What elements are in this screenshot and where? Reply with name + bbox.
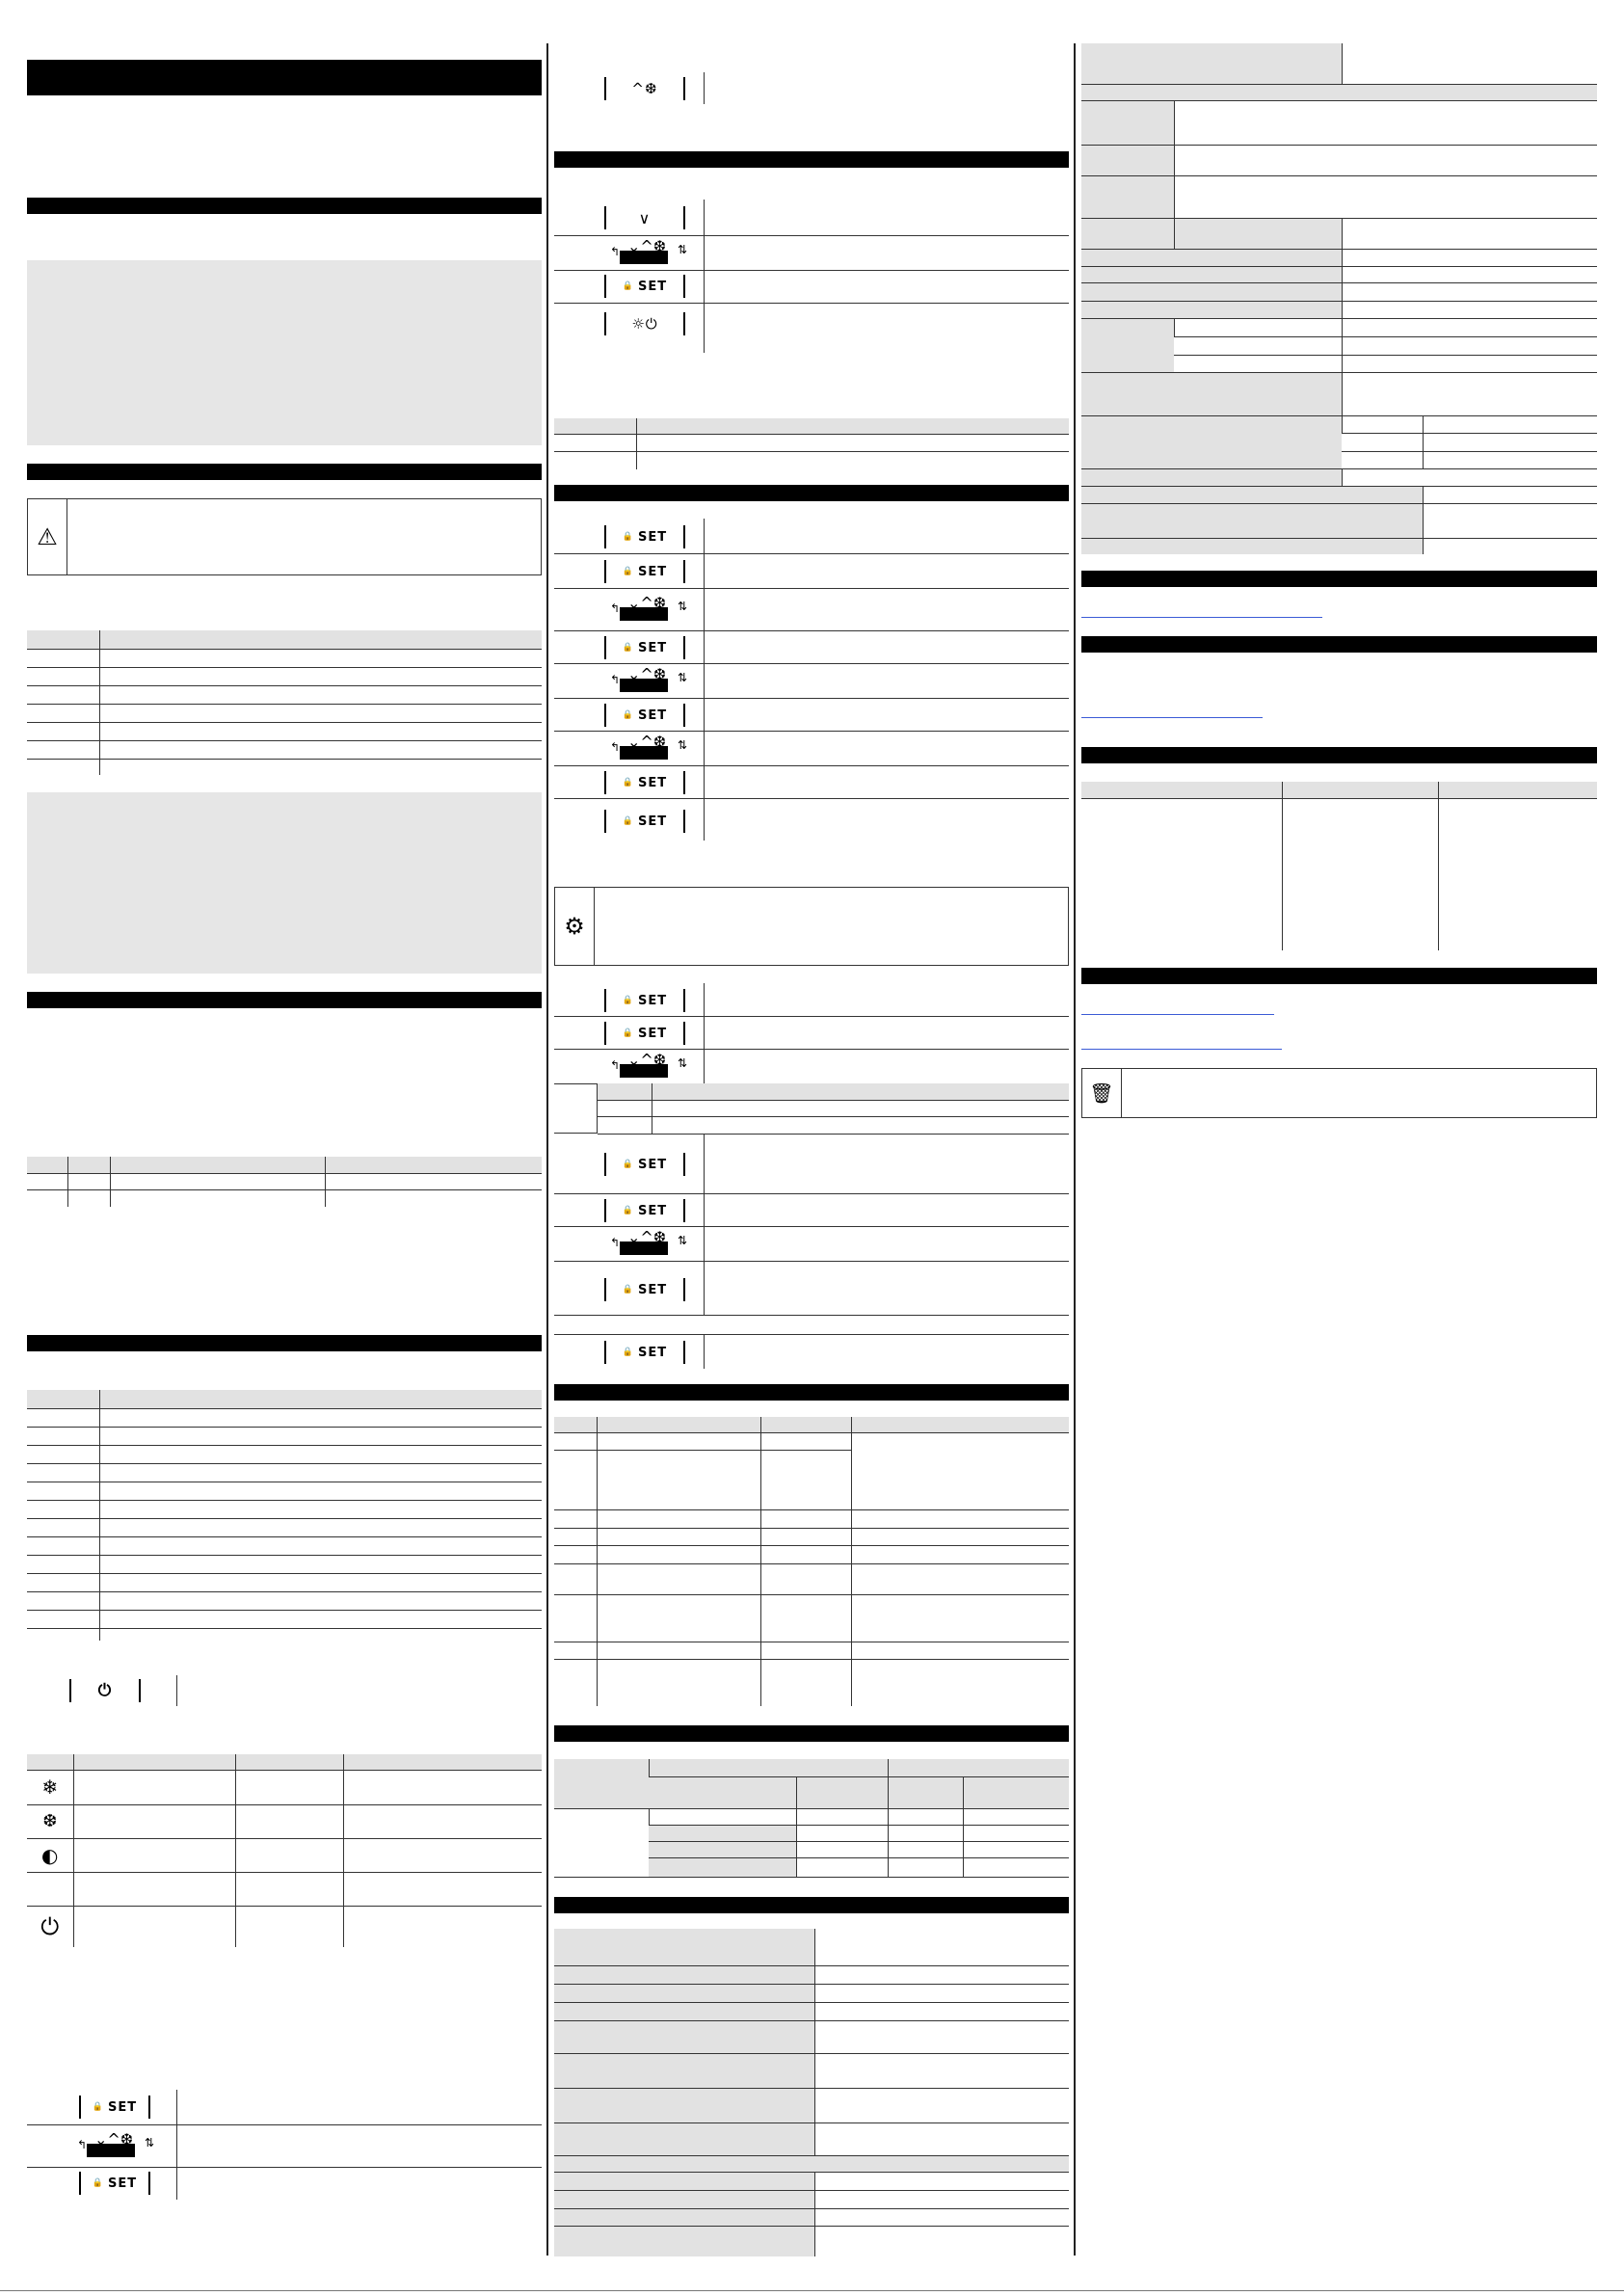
wiring-table	[27, 1157, 542, 1207]
set-key[interactable]: 🔒 SET	[604, 1199, 685, 1222]
up-defrost-key[interactable]: ^❆	[604, 77, 685, 100]
shaded-note-2	[27, 792, 542, 974]
power-icon: ⏻	[97, 1681, 113, 1700]
link-1[interactable]	[1081, 617, 1322, 618]
set-key[interactable]: 🔒 SET	[604, 560, 685, 583]
parameter-table-1	[27, 630, 542, 775]
light-power-icon: ☼⏻	[631, 315, 658, 333]
worker-warning-icon: ⚠	[28, 499, 67, 574]
section-bar-3	[27, 992, 542, 1008]
display-arrows-icon[interactable]: ⌄^❆ ↰ ⇅	[614, 667, 676, 694]
section-bar-4	[27, 1335, 542, 1351]
row-label-cell	[554, 1083, 598, 1134]
display-arrows-icon[interactable]: ⌄^❆ ↰ ⇅	[614, 1230, 676, 1257]
crossed-out-bin-icon: 🗑	[1082, 1069, 1122, 1117]
defrost-icon: ❆	[27, 1804, 73, 1838]
link-3[interactable]	[1081, 1014, 1274, 1015]
settings-note-box	[554, 887, 1069, 966]
key-divider	[704, 72, 705, 104]
left-column	[27, 0, 542, 2256]
set-key[interactable]: 🔒 SET	[604, 275, 685, 298]
display-arrows-icon[interactable]: ⌄^❆ ↰ ⇅	[81, 2132, 143, 2159]
column-divider-2	[1074, 43, 1076, 2256]
down-key[interactable]	[604, 206, 685, 229]
set-key[interactable]: 🔒 SET	[604, 1341, 685, 1364]
lock-icon: 🔒	[622, 281, 635, 291]
page-bottom-rule	[0, 2290, 1624, 2291]
display-arrows-icon[interactable]: ⌄^❆ ↰ ⇅	[614, 734, 676, 761]
display-arrows-icon[interactable]: ⌄^❆ ↰ ⇅	[614, 596, 676, 623]
alarm-table	[554, 1417, 1069, 1706]
set-key[interactable]: 🔒 SET	[604, 525, 685, 548]
set-key[interactable]: 🔒 SET	[604, 636, 685, 659]
section-bar-r2	[1081, 636, 1597, 653]
gears-icon: ⚙	[555, 888, 595, 965]
section-bar-2	[27, 464, 542, 480]
section-bar-m4	[554, 1725, 1069, 1742]
parameter-table-2	[27, 1390, 542, 1641]
power-icon: ⏻	[40, 1912, 60, 1940]
tech-data-table-1	[554, 1929, 1069, 2256]
title-bar	[27, 60, 542, 95]
set-key[interactable]: 🔒 SET	[604, 989, 685, 1012]
snowflake-icon: ❄	[27, 1770, 73, 1804]
set-key[interactable]: 🔒 SET	[604, 1153, 685, 1176]
display-arrows-icon[interactable]: ⌄^❆ ↰ ⇅	[614, 239, 676, 266]
set-key[interactable]: 🔒 SET	[79, 2172, 150, 2195]
lock-icon: 🔒	[92, 2102, 105, 2112]
set-key[interactable]: 🔒 SET	[604, 771, 685, 794]
icon-table	[27, 1754, 542, 1947]
light-power-key[interactable]	[604, 312, 685, 335]
section-bar-m3	[554, 1384, 1069, 1401]
safety-warning-box	[27, 498, 542, 575]
compatibility-table	[1081, 782, 1597, 950]
set-key[interactable]: 🔒 SET	[604, 704, 685, 727]
section-bar-r4	[1081, 968, 1597, 984]
key-function-table	[554, 418, 1069, 469]
set-key[interactable]: 🔒 SET	[79, 2096, 150, 2119]
disposal-note-box	[1081, 1068, 1597, 1118]
shaded-note-1	[27, 260, 542, 445]
power-key-divider	[176, 1675, 177, 1706]
nested-option-table	[598, 1083, 1069, 1135]
section-bar-1	[27, 198, 542, 214]
set-key[interactable]: 🔒 SET	[604, 810, 685, 833]
lock-icon: 🔒	[92, 2178, 105, 2188]
section-bar-m1	[554, 151, 1069, 168]
rating-table	[554, 1759, 1069, 1878]
display-arrows-icon[interactable]: ⌄^❆ ↰ ⇅	[614, 1053, 676, 1080]
set-key[interactable]: 🔒 SET	[604, 1022, 685, 1045]
link-4[interactable]	[1081, 1049, 1282, 1050]
chevron-down-icon: ∨	[638, 208, 652, 227]
middle-column	[554, 0, 1069, 2256]
right-column	[1081, 0, 1597, 2256]
set-key[interactable]: 🔒 SET	[604, 1278, 685, 1301]
section-bar-r3	[1081, 747, 1597, 763]
section-bar-r1	[1081, 571, 1597, 587]
power-key[interactable]	[69, 1679, 141, 1702]
link-2[interactable]	[1081, 717, 1263, 718]
eco-leaf-icon: ◐	[27, 1838, 73, 1872]
tech-data-table-2	[1081, 43, 1597, 554]
section-bar-m5	[554, 1897, 1069, 1913]
column-divider-1	[546, 43, 548, 2256]
key-step-row	[554, 1315, 1069, 1335]
section-bar-m2	[554, 485, 1069, 501]
